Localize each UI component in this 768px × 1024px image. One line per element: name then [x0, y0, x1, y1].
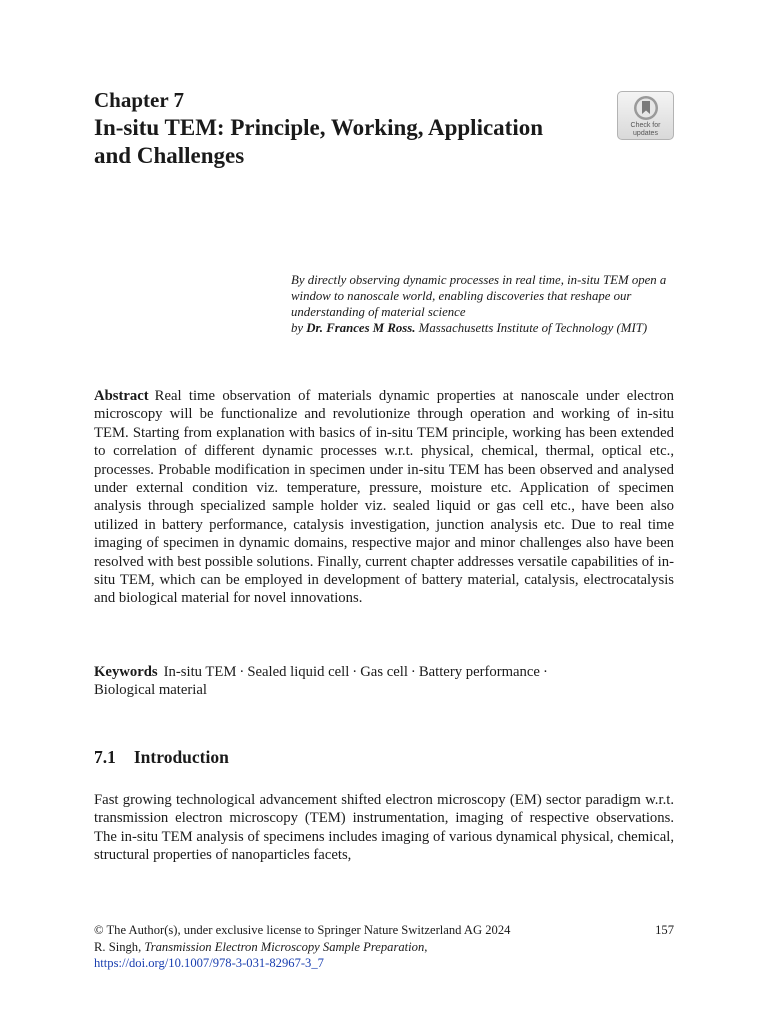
section-title: Introduction	[133, 747, 229, 767]
abstract-label: Abstract	[94, 388, 149, 404]
epigraph-affiliation: Massachusetts Institute of Technology (MIT)	[418, 321, 648, 335]
section-number: 7.1	[94, 747, 116, 767]
citation-punctuation: ,	[424, 939, 428, 954]
keyword-separator: ·	[352, 664, 358, 680]
bookmark-check-icon	[633, 95, 659, 121]
epigraph-by: by	[291, 321, 304, 335]
section-heading	[94, 746, 229, 768]
epigraph-author: Dr. Frances M Ross.	[306, 321, 416, 335]
epigraph-quote: By directly observing dynamic processes in real time, in-situ TEM open a window to nanoscale world, enabling discoveries that reshape our understanding of material science	[291, 273, 667, 319]
doi-link[interactable]: https://doi.org/10.1007/978-3-031-82967-3_7	[94, 956, 324, 970]
page-number: 157	[655, 923, 674, 937]
abstract-text: Real time observation of materials dynamic properties at nanoscale under electron microscopy will be functionalize and revolutionize through operation and working of in-situ TEM. Starting from explanation with basics of in-situ TEM principle, working has been extended to correlation of different dynamic processes w.r.t. physical, chemical, thermal, optical etc., processes. Probable modification in specimen under in-situ TEM has been observed and analysed under external condition viz. temperature, pressure, moisture etc. Application of specimen analysis through specialized sample holder viz. sealed liquid or gas cell etc., have been also utilized in battery performance, catalysis investigation, junction analysis etc. Due to real time imaging of specimen in dynamic domains, respective major and minor challenges also have been resolved with best possible solutions. Finally, current chapter addresses versatile capabilities of in-situ TEM, which can be employed in development of battery material, catalysis, electrocatalysis and biological material for novel innovations.	[94, 388, 674, 607]
introduction-paragraph: Fast growing technological advancement shifted electron microscopy (EM) sector paradigm w.r.t. transmission electron microscopy (TEM) instrumentation, imaging of respective observations. The in-situ TEM analysis of specimens includes imaging of various dynamical physical, chemical, structural properties of nanoparticles facets,	[94, 792, 674, 864]
keyword: Gas cell	[360, 664, 408, 680]
keyword: Sealed liquid cell	[247, 664, 350, 680]
keywords	[94, 663, 674, 700]
page-footer	[94, 922, 674, 972]
keyword: Battery performance	[418, 664, 540, 680]
keyword-separator: ·	[239, 664, 245, 680]
epigraph	[291, 272, 674, 336]
keyword-separator: ·	[410, 664, 416, 680]
keywords-label: Keywords	[94, 664, 158, 680]
keyword-separator: ·	[542, 664, 548, 680]
citation-author: R. Singh,	[94, 939, 142, 954]
badge-line-2: updates	[633, 130, 658, 137]
book-page	[94, 0, 674, 1024]
badge-line-1: Check for	[630, 122, 661, 129]
keyword: In-situ TEM	[163, 664, 237, 680]
chapter-label: Chapter 7	[94, 88, 185, 112]
book-title: Transmission Electron Microscopy Sample Preparation	[144, 939, 425, 954]
chapter-title: In-situ TEM: Principle, Working, Application and Challenges	[94, 115, 544, 168]
abstract	[94, 387, 674, 608]
copyright-notice: © The Author(s), under exclusive license to Springer Nature Switzerland AG 2024	[94, 923, 511, 937]
keyword: Biological material	[94, 682, 207, 699]
check-for-updates-badge[interactable]	[617, 91, 674, 140]
